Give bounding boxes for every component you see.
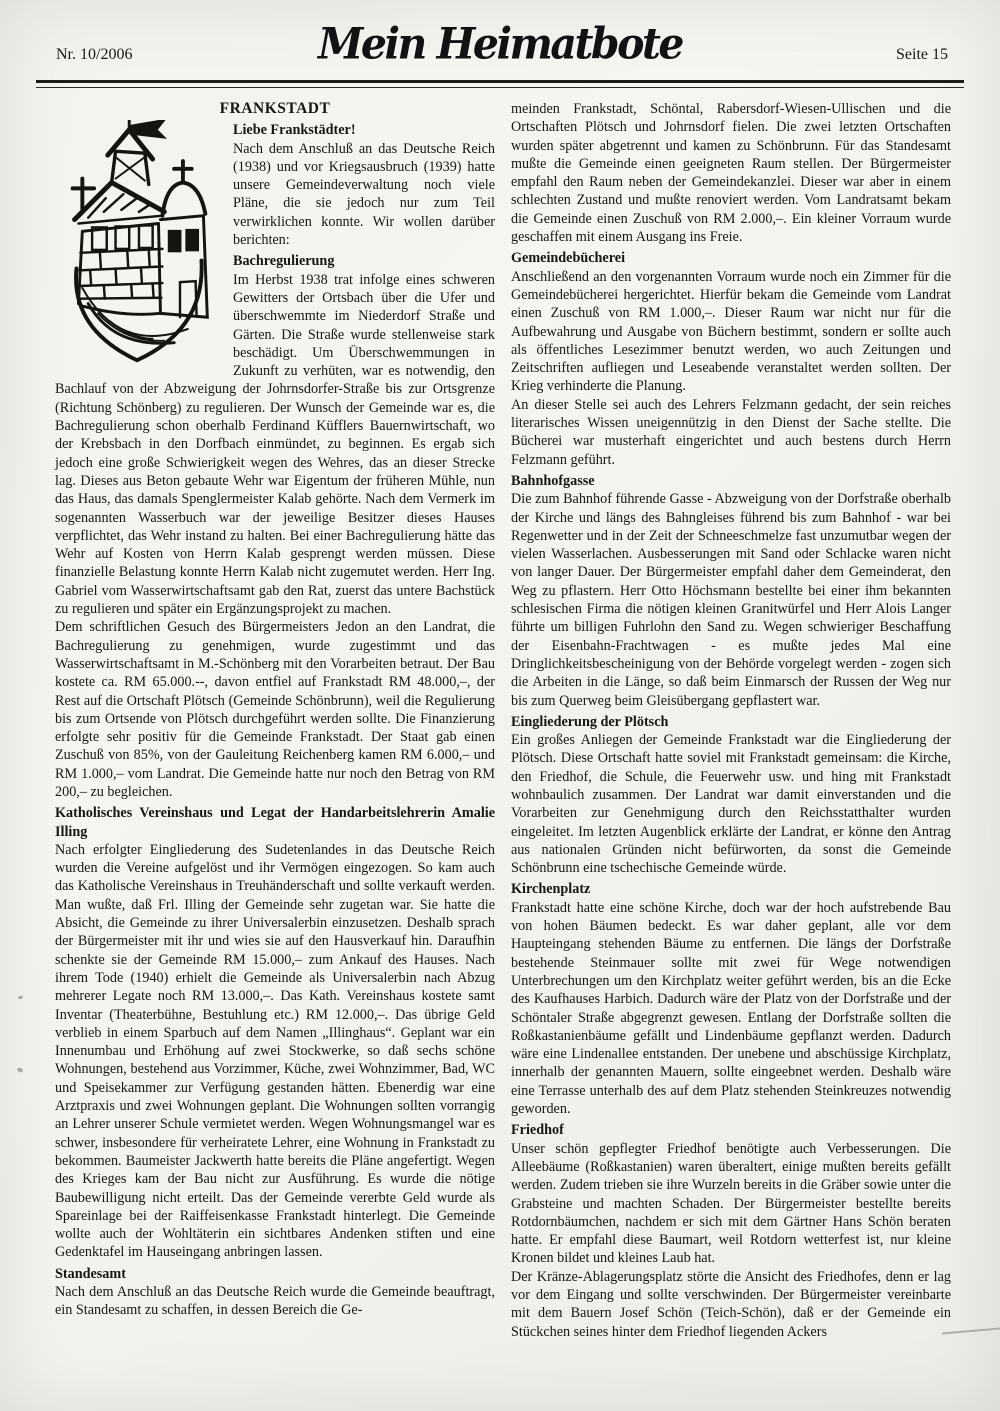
paragraph-kirchenplatz: Frankstadt hatte eine schöne Kirche, doch war der hoch aufstrebende Bau von hohen Bäumen bedeckt. Es war daher geplant, alle vor dem Haupteingang stehenden Bäume zu entfernen. Die längs der Dorfstraße bestehende Steinmauer sollte mit zwei für Wege notwendigen Unterbrechungen um den Kirchplatz weiter geführt werden, bis an die Ecke des Kaufhauses Harbich. Dadurch wäre der Platz von der Dorfstraße und der Schöntaler Straße abgegrenzt gewesen. Entlang der Dorfstraße sollten die Roßkastanienbäume gefällt und Lindenbäume gepflanzt werden. Dadurch wäre eine Lindenallee entstanden. Der unebene und abschüssige Kirchplatz, innerhalb der genannten Mauern, sollte eingeebnet werden. Deshalb wäre eine Terrasse unterhalb des auf dem Platz stehenden Steinkreuzes notwendig geworden. <box>511 899 951 1118</box>
paragraph-vereinshaus: Nach erfolgter Eingliederung des Sudetenlandes in das Deutsche Reich wurden die Vereine aufgelöst und ihr Vermögen eingezogen. So kam auch das Katholische Vereinshaus in Treuhänderschaft und sollte verkauft werden. Man wußte, daß Frl. Illing der Gemeinde sehr zugetan war. Sie hatte die Absicht, die Gemeinde zu ihrer Universalerbin einzusetzen. Deshalb sprach der Bürgermeister mit ihr und wies sie auf den Hausverkauf hin. Daraufhin schenkte sie der Gemeinde RM 15.000,– zum Ankauf des Hauses. Nach ihrem Tode (1940) erhielt die Gemeinde als Universalerbin nach Abzug mehrerer Legate noch RM 13.000,–. Das Kath. Vereinshaus kostete samt Inventar (Theaterbühne, Bestuhlung etc.) RM 12.000,–. Das übrige Geld verblieb in einem Sparbuch auf dem Namen „Illinghaus“. Geplant war ein Innenumbau und Erhöhung auf zwei Stockwerke, so daß sechs schöne Wohnungen, bestehend aus Vorzimmer, Küche, zwei Wohnzimmer, Bad, WC und Speisekammer zur Verfügung gestanden hätten. Ebenerdig war eine Arztpraxis und zwei Wohnungen geplant. Die Wohnungen sollten vorrangig an Lehrer unserer Schule vermietet werden. Wegen Wohnungsmangel war es schwer, insbesondere für verheiratete Lehrer, eine Wohnung in Frankstadt zu bekommen. Baumeister Jackwerth hatte bereits die Pläne angefertigt. Wegen des Krieges kam der Bau nicht zur Ausführung. Es wurde die nötige Baubewilligung nicht erteilt. Das der Gemeinde vererbte Geld wurde als Spareinlage bei der Raiffeisenkasse Frankstadt hinterlegt. Die Gemeinde wollte auch der Wohltäterin ein sichtbares Andenken stiften und eine Gedenktafel im Hauseingang anbringen lassen. <box>55 841 495 1261</box>
page-header <box>0 0 1000 80</box>
paragraph-bachregulierung-2: Dem schriftlichen Gesuch des Bürgermeisters Jedon an den Landrat, die Bachregulierung zu genehmigen, wurde zugestimmt und das Wasserwirtschaftsamt in M.-Schönberg mit den Vorarbeiten betraut. Der Bau kostete ca. RM 65.000.--, davon entfiel auf Frankstadt RM 48.000,–, der Rest auf die Ortschaft Plötsch (Gemeinde Schönbrunn), weil die Regulierung bis zum Ortsende von Plötsch durchgeführt werden sollte. Die Finanzierung erfolgte sehr positiv für die Gemeinde Frankstadt. Der Staat gab einen Zuschuß von 85%, von der Gauleitung Reichenberg kamen RM 6.000,– und RM 1.000,– vom Landrat. Die Gemeinde hatte nur noch den Betrag von RM 200,– zu begleichen. <box>55 619 495 800</box>
paragraph-standesamt: Nach dem Anschluß an das Deutsche Reich wurde die Gemeinde beauftragt, ein Standesamt zu schaffen, in dessen Bereich die Ge- <box>55 1284 495 1319</box>
section-heading-friedhof: Friedhof <box>511 1122 564 1139</box>
page-number: Seite 15 <box>896 46 948 63</box>
paragraph-eingliederung-ploetsch: Ein großes Anliegen der Gemeinde Frankstadt war die Eingliederung der Plötsch. Diese Ortschaft hatte soviel mit Frankstadt gemeinsam: die Kirche, den Friedhof, die Schule, die Feuerwehr usw. und hing mit Frankstadt wohnbaulich zusammen. Der Landrat war damit einverstanden und die Vorarbeiten zur Genehmigung durch den Reichsstatthalter wurden eingeleitet. Im letzten Augenblick erklärte der Landrat, er könne den Antrag aus nationalen Gründen nicht befürworten, da sonst die Gemeinde Schönbrunn eine tschechische Gemeinde würde. <box>511 732 951 877</box>
section-heading-liebe-frankstaedter: Liebe Frankstädter! <box>233 122 356 139</box>
section-heading-bahnhofgasse: Bahnhofgasse <box>511 472 595 489</box>
article-title: FRANKSTADT <box>219 100 331 117</box>
header-divider-rule <box>36 80 964 88</box>
town-emblem-illustration <box>55 120 221 370</box>
paragraph-bachregulierung-1: Im Herbst 1938 trat infolge eines schweren Gewitters der Ortsbach über die Ufer und überschwemmte im Niederdorf Straße und Gärten. Die Straße wurde stellenweise stark beschädigt. Um Überschwemmungen in Zukunft zu verhüten, war es notwendig, den Bachlauf von der Abzweigung der Johrnsdorfer-Straße bis zur Ortsgrenze (Richtung Schönberg) zu regulieren. Der Wunsch der Gemeinde war es, die Bachregulierung schon oberhalb Ferdinand Küfflers Bauernwirtschaft, wo der Krebsbach in den Dorfbach einmündet, zu beginnen. Es ergab sich jedoch eine große Schwierigkeit wegen des Wehres, das an dieser Strecke lag. Dieses aus Beton gebaute Wehr war Eigentum der früheren Mühle, nun das Haus, das damals Spenglermeister Kalab gehörte. Nach dem Vermerk im sogenannten Wasserbuch war der jeweilige Besitzer dieses Hauses verpflichtet, das Wehr instand zu halten. Bei einer Bachregulierung hätte das Wehr auf Kosten von Herrn Kalab gesprengt werden müssen. Diese finanzielle Belastung konnte Herrn Kalab nicht zugemutet werden. Herr Ing. Gabriel vom Wasserwirtschaftsamt gab den Rat, zuerst das untere Bachstück zu regulieren und später ein Ergänzungsprojekt zu machen. <box>55 271 495 618</box>
paragraph-gemeindebuecherei-1: Anschließend an den vorgenannten Vorraum wurde noch ein Zimmer für die Gemeindebücherei hergerichtet. Hierfür bekam die Gemeinde vom Landrat einen Zuschuß von RM 1.000,–. Dieser Raum war nicht nur für die Aufbewahrung und Ausgabe von Büchern bestimmt, sondern er sollte auch als öffentliches Lesezimmer benutzt werden, wo auch Zeitungen und Zeitschriften aufliegen und Leseabende veranstaltet werden sollten. Der Krieg verhinderte die Planung. <box>511 268 951 395</box>
paragraph-standesamt-continued: meinden Frankstadt, Schöntal, Rabersdorf-Wiesen-Ullischen und die Ortschaften Plötsch und Johrnsdorf fielen. Die zwei letzten Ortschaften wurden später abgetrennt und kamen zu Schönbrunn. Für das Standesamt mußte die Gemeinde einen geeigneten Raum stellen. Der Bürgermeister empfahl den Raum neben der Gemeindekanzlei. Dieser war aber in einem schlechten Zustand und mußte renoviert werden. Vom Landratsamt bekam die Gemeinde einen Zuschuß von RM 2.000,–. Ein kleiner Vorraum wurde geschaffen mit einem Ausgang ins Freie. <box>511 101 951 246</box>
paragraph-intro: Nach dem Anschluß an das Deutsche Reich (1938) und vor Kriegsausbruch (1939) hatte unsere Gemeindeverwaltung noch viele Pläne, die sie jedoch nur zum Teil verwirklichen konnte. Wir wollen darüber berichten: <box>233 140 495 249</box>
paragraph-gemeindebuecherei-2: An dieser Stelle sei auch des Lehrers Felzmann gedacht, der sein reiches literarisches Wissen uneigennützig in den Dienst der Sache stellte. Die Bücherei war musterhaft eingerichtet und auch bestens durch Herrn Felzmann geführt. <box>511 396 951 468</box>
section-heading-gemeindebuecherei: Gemeindebücherei <box>511 250 626 267</box>
section-heading-vereinshaus-legat: Katholisches Vereinshaus und Legat der Handarbeitslehrerin Amalie Illing <box>55 805 495 840</box>
paragraph-bahnhofgasse: Die zum Bahnhof führende Gasse - Abzweigung von der Dorfstraße oberhalb der Kirche und längs des Bahngleises führend bis zum Bahnhof - war bei Regenwetter und in der Zeit der Schneeschmelze fast unzumutbar wegen der vielen Wasserlachen. Ausbesserungen mit Sand oder Schlacke waren nicht von langer Dauer. Der Bürgermeister empfahl daher dem Gemeinderat, den Weg zu pflastern. Herr Otto Höchsmann bestellte bei einer ihm bekannten schlesischen Firma die nötigen kleinen Granitwürfel und Herr Alois Langer führte um billigen Fuhrlohn den Sand zu. Wegen schwieriger Beschaffung der Eisenbahn-Frachtwagen - es mußte jedes Mal eine Dringlichkeitsbescheinigung von der Behörde vorgelegt werden - zogen sich die Arbeiten in die Länge, so daß beim Einmarsch der Russen der Weg nur bis zum Querweg beim Gleisübergang gepflastert war. <box>511 491 951 709</box>
issue-number: Nr. 10/2006 <box>56 46 133 63</box>
left-column <box>55 100 495 1341</box>
section-heading-eingliederung-ploetsch: Eingliederung der Plötsch <box>511 713 669 730</box>
section-heading-bachregulierung: Bachregulierung <box>233 253 335 270</box>
paragraph-friedhof-1: Unser schön gepflegter Friedhof benötigte auch Verbesserungen. Die Alleebäume (Roßkastanien) waren überaltert, einige mußten bereits gefällt werden. Zudem trieben sie ihre Wurzeln bereits in die Gräber sowie unter die Grabsteine und machten Schaden. Der Bürgermeister bestellte bereits Rotdornbäumchen, nachdem er sich mit dem Gärtner Hans Schön beraten hatte. Er empfahl diese Baumart, weil Rotdorn wetterfest ist, nur kleine Kronen bildet und kleines Laub hat. <box>511 1140 951 1267</box>
masthead-title: Mein Heimatbote <box>318 18 682 70</box>
article-columns <box>0 88 1000 1341</box>
right-column <box>511 100 951 1341</box>
section-heading-standesamt: Standesamt <box>55 1265 126 1282</box>
section-heading-kirchenplatz: Kirchenplatz <box>511 881 591 898</box>
paragraph-friedhof-2: Der Kränze-Ablagerungsplatz störte die Ansicht des Friedhofes, denn er lag vor dem Eingang und sollte verschwinden. Der Bürgermeister vereinbarte mit dem Bauern Josef Schön (Teich-Schön), daß er der Gemeinde ein Stückchen seines hinter dem Friedhof liegenden Ackers <box>511 1268 951 1340</box>
